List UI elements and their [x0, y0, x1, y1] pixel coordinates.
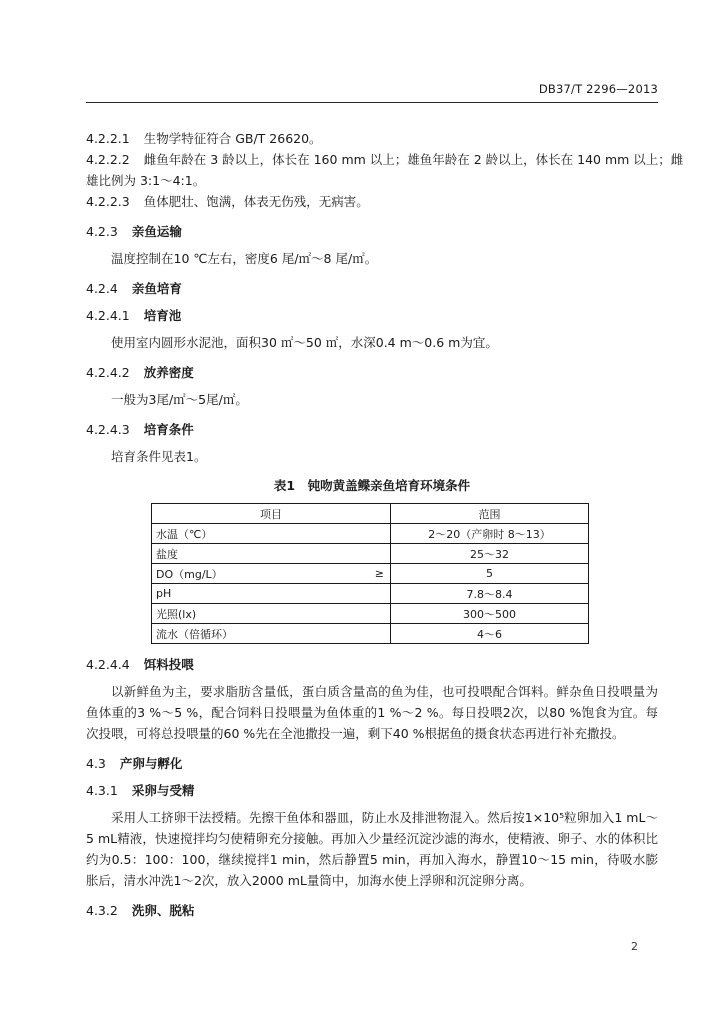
heading-title: 洗卵、脱粘 — [131, 903, 195, 918]
heading-number: 4.3.2 — [86, 903, 118, 918]
heading-number: 4.2.4.2 — [86, 365, 130, 380]
heading-title: 亲鱼培育 — [131, 281, 182, 296]
row-item: 盐度 — [152, 544, 367, 564]
row-range: 300～500 — [391, 604, 589, 624]
table-row — [152, 564, 589, 584]
row-symbol — [366, 524, 391, 544]
row-item: 光照(lx) — [152, 604, 367, 624]
document-body — [86, 128, 684, 921]
heading-number: 4.3 — [86, 756, 106, 771]
paragraph-transport: 温度控制在10 ℃左右，密度6 尾/㎡～8 尾/㎡。 — [111, 251, 378, 266]
heading-number: 4.2.4.4 — [86, 657, 130, 672]
row-item: pH — [152, 584, 367, 604]
heading-4-2-3 — [86, 221, 658, 242]
heading-4-3-2 — [86, 900, 658, 921]
heading-title: 培育池 — [143, 308, 182, 323]
row-range: 2～20（产卵时 8～13） — [391, 524, 589, 544]
clause-4-2-2-2 — [86, 149, 684, 170]
heading-number: 4.2.4.1 — [86, 308, 130, 323]
heading-title: 饵料投喂 — [143, 657, 194, 672]
row-range: 25～32 — [391, 544, 589, 564]
heading-number: 4.3.1 — [86, 783, 118, 798]
clause-number: 4.2.2.1 — [86, 131, 130, 146]
table-caption: 表1 钝吻黄盖鲽亲鱼培育环境条件 — [273, 478, 471, 493]
header-range: 范围 — [391, 504, 589, 524]
row-symbol — [366, 604, 391, 624]
heading-4-2-4-1 — [86, 305, 658, 326]
heading-title: 培育条件 — [143, 422, 194, 437]
heading-4-3-1 — [86, 780, 658, 801]
heading-number: 4.2.4 — [86, 281, 118, 296]
table-row — [152, 584, 589, 604]
heading-4-3 — [86, 753, 658, 774]
heading-4-2-4-4 — [86, 654, 658, 675]
heading-4-2-4 — [86, 278, 658, 299]
clause-number: 4.2.2.3 — [86, 194, 130, 209]
table-header-row — [152, 504, 589, 524]
header-rule — [86, 102, 658, 103]
heading-title: 产卵与孵化 — [119, 756, 183, 771]
paragraph-conditions: 培育条件见表1。 — [111, 449, 207, 464]
paragraph-density: 一般为3尾/㎡～5尾/㎡。 — [111, 392, 248, 407]
table-row — [152, 544, 589, 564]
row-item: 水温（℃） — [152, 524, 367, 544]
row-range: 7.8～8.4 — [391, 584, 589, 604]
row-symbol — [366, 624, 391, 644]
paragraph-fertilization: 采用人工挤卵干法授精。先擦干鱼体和器皿，防止水及排泄物混入。然后按1×10⁵粒卵加入1 mL～5 mL精液，快速搅拌均匀使精卵充分接触。再加入少量经沉淀沙滤的海水，使精液、卵子、水的体积比约为0.5：100：100，继续搅拌1 min，然后静置5 min，再加入海水，静置10～15 min，待吸水膨胀后，清水冲洗1～2次，放入2000 mL量筒中，加海水使上浮卵和沉淀卵分离。 — [86, 810, 658, 888]
row-item: 流水（倍循环） — [152, 624, 367, 644]
row-range: 5 — [391, 564, 589, 584]
heading-4-2-4-2 — [86, 362, 658, 383]
clause-text: 鱼体肥壮、饱满，体表无伤残，无病害。 — [143, 194, 369, 209]
row-symbol — [366, 584, 391, 604]
heading-title: 采卵与受精 — [131, 783, 195, 798]
row-range: 4～6 — [391, 624, 589, 644]
clause-4-2-2-3 — [86, 191, 658, 212]
clause-4-2-2-2-continued: 雄比例为 3:1～4:1。 — [86, 173, 206, 188]
clause-text: 雌鱼年龄在 3 龄以上，体长在 160 mm 以上；雄鱼年龄在 2 龄以上，体长在 140 mm 以上；雌 — [143, 152, 684, 167]
table-row — [152, 524, 589, 544]
heading-title: 放养密度 — [143, 365, 194, 380]
row-symbol: ≥ — [366, 564, 391, 584]
heading-number: 4.2.4.3 — [86, 422, 130, 437]
paragraph-feeding: 以新鲜鱼为主，要求脂肪含量低，蛋白质含量高的鱼为佳，也可投喂配合饵料。鲜杂鱼日投喂量为鱼体重的3 %～5 %，配合饲料日投喂量为鱼体重的1 %～2 %。每日投喂2次，以80 %饱食为宜。每次投喂，可将总投喂量的60 %先在全池撒投一遍，剩下40 %根据鱼的摄食状态再进行补充撒投。 — [86, 684, 658, 741]
paragraph-pond: 使用室内圆形水泥池，面积30 ㎡～50 ㎡，水深0.4 m～0.6 m为宜。 — [111, 335, 498, 350]
table-row — [152, 624, 589, 644]
page-number: 2 — [631, 940, 638, 953]
header-item: 项目 — [152, 504, 391, 524]
heading-title: 亲鱼运输 — [131, 224, 182, 239]
heading-number: 4.2.3 — [86, 224, 118, 239]
standard-code: DB37/T 2296—2013 — [538, 82, 658, 96]
clause-text: 生物学特征符合 GB/T 26620。 — [143, 131, 322, 146]
environment-table — [151, 503, 589, 644]
row-symbol — [366, 544, 391, 564]
row-item: DO（mg/L） — [152, 564, 367, 584]
clause-number: 4.2.2.2 — [86, 152, 130, 167]
heading-4-2-4-3 — [86, 419, 658, 440]
clause-4-2-2-1 — [86, 128, 658, 149]
table-row — [152, 604, 589, 624]
